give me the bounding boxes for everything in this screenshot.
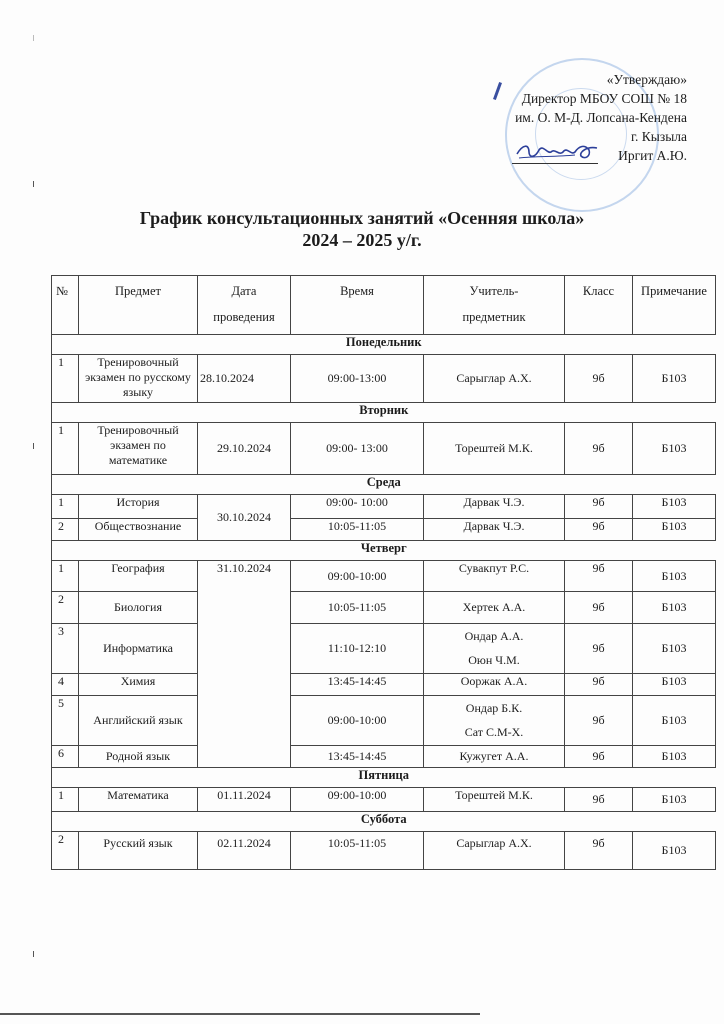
cell-num: 4 — [52, 674, 79, 696]
signature-line — [512, 163, 598, 164]
scan-mark — [33, 443, 34, 449]
day-row-monday: Понедельник — [52, 335, 716, 355]
cell-time: 10:05-11:05 — [291, 592, 424, 624]
approval-school: им. О. М-Д. Лопсана-Кендена — [515, 110, 687, 125]
cell-time: 09:00-10:00 — [291, 696, 424, 746]
table-row — [52, 832, 716, 870]
cell-num: 6 — [52, 746, 79, 768]
cell-teacher: Кужугет А.А. — [424, 746, 565, 768]
header-time: Время — [291, 276, 424, 335]
header-subject: Предмет — [79, 276, 198, 335]
cell-date: 30.10.2024 — [198, 495, 291, 541]
cell-teacher: Торештей М.К. — [424, 788, 565, 812]
cell-time: 09:00-10:00 — [291, 788, 424, 812]
cell-note: Б103 — [633, 519, 716, 541]
day-row-friday: Пятница — [52, 768, 716, 788]
cell-class: 9б — [565, 355, 633, 403]
day-row-wednesday: Среда — [52, 475, 716, 495]
cell-class: 9б — [565, 674, 633, 696]
cell-num: 2 — [52, 519, 79, 541]
cell-num: 1 — [52, 423, 79, 475]
cell-date: 31.10.2024 — [198, 561, 291, 768]
cell-date: 02.11.2024 — [198, 832, 291, 870]
cell-class: 9б — [565, 788, 633, 812]
cell-teacher: Дарвак Ч.Э. — [424, 495, 565, 519]
header-teacher: Учитель- предметник — [424, 276, 565, 335]
cell-subject: Тренировочный экзамен по русскому языку — [79, 355, 198, 403]
cell-subject: Русский язык — [79, 832, 198, 870]
cell-note: Б103 — [633, 355, 716, 403]
cell-num: 2 — [52, 832, 79, 870]
table-row — [52, 423, 716, 475]
day-row-saturday: Суббота — [52, 812, 716, 832]
cell-note: Б103 — [633, 495, 716, 519]
approval-position: Директор МБОУ СОШ № 18 — [521, 91, 687, 106]
cell-date: 29.10.2024 — [198, 423, 291, 475]
cell-teacher: Ооржак А.А. — [424, 674, 565, 696]
cell-subject: Родной язык — [79, 746, 198, 768]
approval-city: г. Кызыла — [631, 129, 687, 144]
cell-class: 9б — [565, 592, 633, 624]
cell-subject: Химия — [79, 674, 198, 696]
cell-note: Б103 — [633, 674, 716, 696]
cell-note: Б103 — [633, 746, 716, 768]
cell-subject: Биология — [79, 592, 198, 624]
cell-date: 28.10.2024 — [198, 355, 291, 403]
cell-teacher: Сувакпут Р.С. — [424, 561, 565, 592]
table-row — [52, 624, 716, 674]
scan-mark — [33, 951, 34, 957]
table-row — [52, 696, 716, 746]
cell-time: 09:00-13:00 — [291, 355, 424, 403]
cell-num: 3 — [52, 624, 79, 674]
cell-teacher: Торештей М.К. — [424, 423, 565, 475]
cell-time: 09:00- 13:00 — [291, 423, 424, 475]
header-note: Примечание — [633, 276, 716, 335]
cell-num: 1 — [52, 355, 79, 403]
scan-mark — [33, 35, 34, 41]
cell-time: 09:00- 10:00 — [291, 495, 424, 519]
cell-teacher: Ондар А.А. Оюн Ч.М. — [424, 624, 565, 674]
cell-subject: Обществознание — [79, 519, 198, 541]
cell-teacher: Дарвак Ч.Э. — [424, 519, 565, 541]
cell-num: 2 — [52, 592, 79, 624]
cell-class: 9б — [565, 624, 633, 674]
cell-subject: География — [79, 561, 198, 592]
table-row — [52, 561, 716, 592]
schedule-table — [51, 275, 716, 870]
cell-note: Б103 — [633, 423, 716, 475]
title-year: 2024 – 2025 у/г. — [302, 230, 422, 250]
cell-time: 13:45-14:45 — [291, 746, 424, 768]
pen-mark — [493, 82, 502, 100]
cell-teacher: Сарыглар А.Х. — [424, 832, 565, 870]
table-row — [52, 788, 716, 812]
header-num: № — [52, 276, 79, 335]
cell-class: 9б — [565, 696, 633, 746]
cell-note: Б103 — [633, 624, 716, 674]
cell-time: 10:05-11:05 — [291, 519, 424, 541]
cell-num: 1 — [52, 561, 79, 592]
cell-class: 9б — [565, 832, 633, 870]
cell-class: 9б — [565, 519, 633, 541]
cell-subject: История — [79, 495, 198, 519]
cell-subject: Информатика — [79, 624, 198, 674]
cell-subject: Английский язык — [79, 696, 198, 746]
title-main: График консультационных занятий «Осенняя школа» — [139, 208, 585, 228]
cell-note: Б103 — [633, 788, 716, 812]
cell-time: 11:10-12:10 — [291, 624, 424, 674]
day-row-thursday: Четверг — [52, 541, 716, 561]
cell-teacher: Сарыглар А.Х. — [424, 355, 565, 403]
cell-num: 1 — [52, 788, 79, 812]
page-edge-line — [0, 1013, 480, 1015]
cell-note: Б103 — [633, 561, 716, 592]
header-date: Дата проведения — [198, 276, 291, 335]
cell-date: 01.11.2024 — [198, 788, 291, 812]
cell-class: 9б — [565, 746, 633, 768]
table-row — [52, 519, 716, 541]
cell-num: 5 — [52, 696, 79, 746]
cell-teacher: Хертек А.А. — [424, 592, 565, 624]
cell-subject: Математика — [79, 788, 198, 812]
table-row — [52, 355, 716, 403]
cell-time: 13:45-14:45 — [291, 674, 424, 696]
day-row-tuesday: Вторник — [52, 403, 716, 423]
cell-num: 1 — [52, 495, 79, 519]
signature — [515, 140, 600, 164]
approval-heading: «Утверждаю» — [606, 72, 687, 87]
cell-subject: Тренировочный экзамен по математике — [79, 423, 198, 475]
table-row — [52, 495, 716, 519]
table-row — [52, 746, 716, 768]
cell-class: 9б — [565, 561, 633, 592]
scan-mark — [33, 181, 34, 187]
approval-name: Иргит А.Ю. — [618, 148, 687, 163]
header-class: Класс — [565, 276, 633, 335]
table-row — [52, 674, 716, 696]
cell-class: 9б — [565, 495, 633, 519]
cell-class: 9б — [565, 423, 633, 475]
cell-time: 09:00-10:00 — [291, 561, 424, 592]
page-title — [0, 207, 724, 251]
cell-note: Б103 — [633, 832, 716, 870]
table-row — [52, 592, 716, 624]
cell-teacher: Ондар Б.К. Сат С.М-Х. — [424, 696, 565, 746]
table-header — [52, 276, 716, 335]
cell-note: Б103 — [633, 696, 716, 746]
cell-time: 10:05-11:05 — [291, 832, 424, 870]
cell-note: Б103 — [633, 592, 716, 624]
